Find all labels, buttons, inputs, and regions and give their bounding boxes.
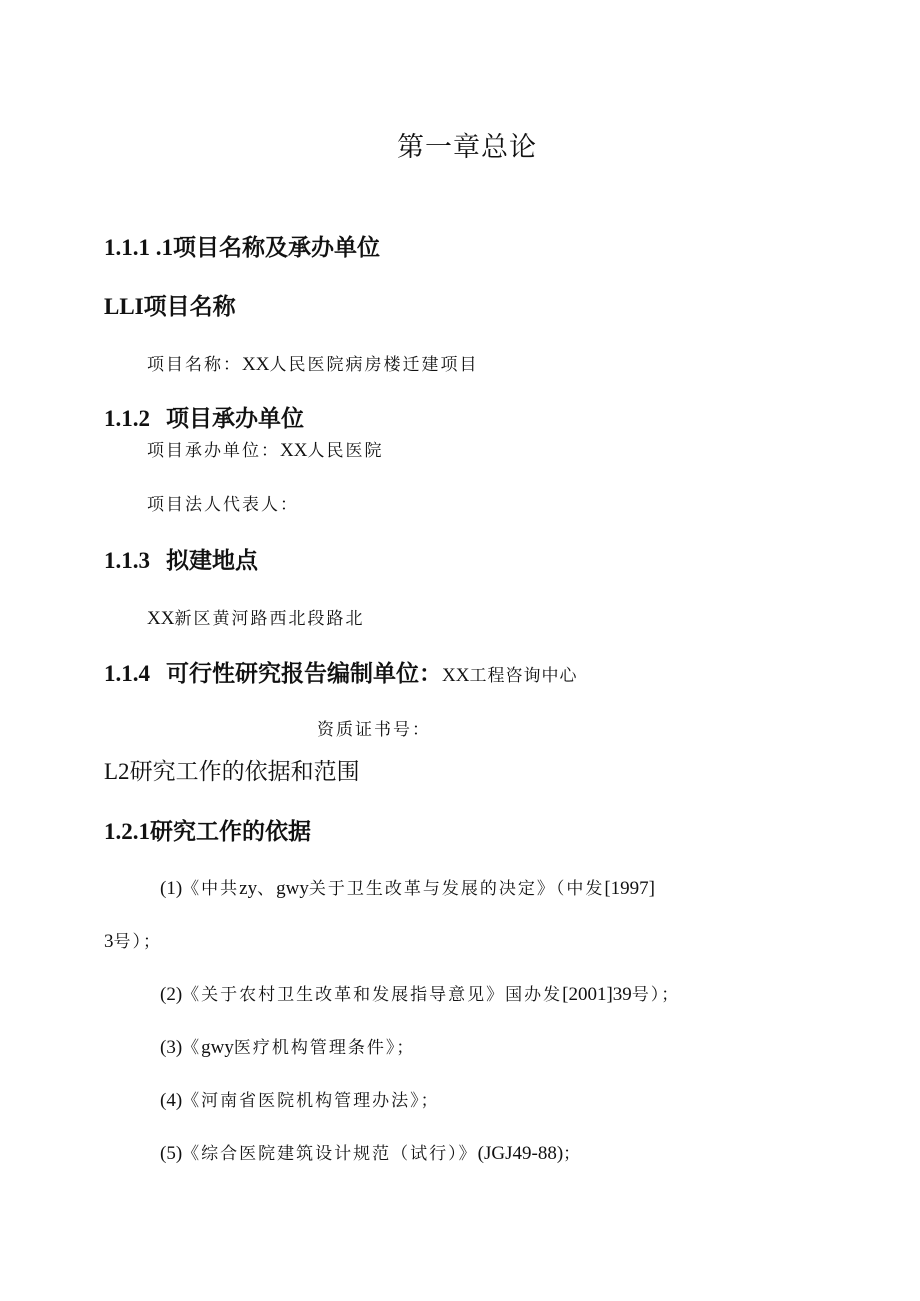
heading-number: L2 [104, 759, 130, 784]
heading-number: LLI [104, 294, 144, 319]
heading-1-1-4 [104, 662, 577, 686]
heading-1-2-1 [104, 820, 311, 844]
ref-latin: [1997] [604, 878, 655, 899]
project-name-value: 人民医院病房楼迁建项目 [269, 355, 479, 375]
ref-text: 《 [182, 1038, 202, 1058]
reference-5 [160, 1144, 582, 1163]
ref-text: 医疗机构管理条件》； [233, 1038, 416, 1058]
heading-number: 1.1.2 [104, 406, 150, 431]
ref-text: 《中共 [182, 879, 240, 899]
heading-1-1-3 [104, 549, 258, 573]
location-value: 新区黄河路西北段路北 [174, 609, 365, 629]
project-name-label: 项目名称： [147, 355, 242, 375]
heading-text: 可行性研究报告编制单位： [166, 661, 443, 687]
ref-text: 号）； [631, 985, 681, 1005]
heading-tail [442, 666, 577, 686]
project-name-xx: XX [242, 354, 270, 375]
heading-tail-xx: XX [442, 665, 470, 686]
heading-text: 研究工作的依据 [150, 819, 311, 845]
sponsor-label: 项目承办单位： [147, 441, 280, 461]
chapter-title: 第一章总论 [397, 132, 537, 163]
legal-rep-line [147, 497, 299, 514]
ref-number: (4) [160, 1090, 183, 1111]
cert-label: 资质证书号： [317, 720, 431, 740]
ref-latin: (JGJ49-88) [477, 1143, 564, 1164]
ref-latin: zy [239, 878, 258, 899]
heading-text: 项目承办单位 [166, 406, 305, 432]
sponsor-value: 人民医院 [307, 441, 384, 461]
heading-1-1-2 [104, 407, 304, 431]
reference-3 [160, 1038, 415, 1057]
legal-rep-label: 项目法人代表人： [147, 495, 299, 515]
ref-latin: 3 [104, 931, 114, 952]
heading-number: 1.2.1 [104, 819, 150, 844]
sponsor-line [147, 441, 383, 460]
reference-2 [160, 985, 680, 1004]
heading-tail-text: 工程咨询中心 [469, 666, 578, 686]
heading-number: 1.1.3 [104, 548, 150, 573]
ref-number: (5) [160, 1143, 183, 1164]
ref-text: 关于卫生改革与发展的决定》（中发 [308, 879, 605, 899]
heading-1-2 [104, 760, 360, 784]
heading-text: 拟建地点 [166, 548, 259, 574]
heading-1-1-1 [104, 236, 380, 260]
location-xx: XX [147, 608, 175, 629]
sponsor-xx: XX [280, 440, 308, 461]
reference-1-continued [104, 932, 162, 951]
heading-number: 1.1.1 .1 [104, 235, 173, 260]
ref-text: ； [563, 1144, 583, 1164]
cert-line [317, 722, 431, 739]
ref-text: 《河南省医院机构管理办法》； [182, 1091, 440, 1111]
location-line [147, 609, 364, 628]
ref-text: 号）； [113, 932, 162, 952]
reference-1 [160, 879, 655, 898]
heading-text: 项目名称 [143, 294, 236, 320]
reference-4 [160, 1091, 440, 1110]
ref-text: 、 [257, 879, 277, 899]
ref-number: (1) [160, 878, 183, 899]
project-name-line [147, 355, 478, 374]
heading-lli [104, 295, 236, 319]
ref-latin: [2001]39 [562, 984, 632, 1005]
ref-latin: gwy [276, 878, 309, 899]
ref-number: (3) [160, 1037, 183, 1058]
ref-latin: gwy [201, 1037, 234, 1058]
heading-text: 项目名称及承办单位 [173, 235, 380, 261]
ref-text: 《综合医院建筑设计规范（试行）》 [182, 1144, 478, 1164]
heading-text: 研究工作的依据和范围 [129, 759, 360, 785]
ref-number: (2) [160, 984, 183, 1005]
heading-number: 1.1.4 [104, 661, 150, 686]
ref-text: 《关于农村卫生改革和发展指导意见》国办发 [182, 985, 563, 1005]
